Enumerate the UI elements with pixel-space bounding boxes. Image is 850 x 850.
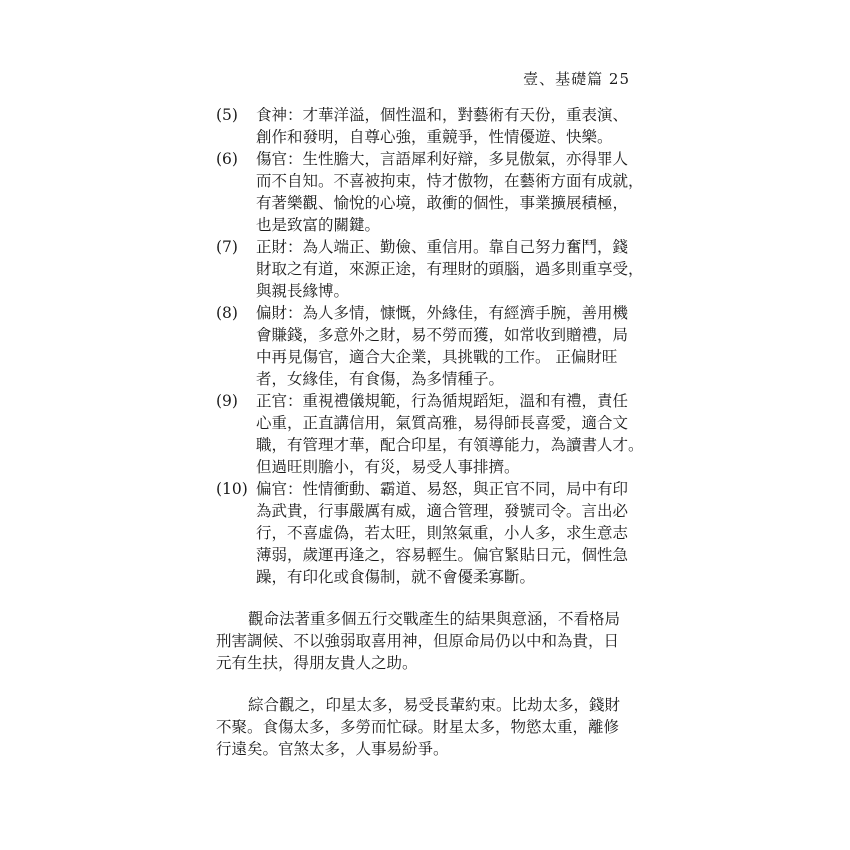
item-number: (7)	[216, 238, 238, 256]
text-line: 正官：重視禮儀規範，行為循規蹈矩，溫和有禮，責任	[256, 392, 629, 410]
text-line: 薄弱，歲運再逢之，容易輕生。偏官緊貼日元，個性急	[256, 546, 629, 564]
list-item	[216, 302, 646, 390]
page-content	[216, 104, 646, 760]
text-line: 食神：才華洋溢，個性溫和，對藝術有天份，重表演、	[256, 106, 629, 124]
page-header: 壹、基礎篇 25	[523, 70, 630, 88]
text-line: 行遠矣。官煞太多，人事易紛爭。	[216, 740, 449, 758]
text-line: 也是致富的關鍵。	[256, 216, 381, 234]
body-paragraph	[216, 608, 646, 674]
item-text	[256, 302, 646, 390]
item-text	[256, 104, 646, 148]
text-line: 有著樂觀、愉悅的心境，敢衝的個性，事業擴展積極，	[256, 194, 629, 212]
item-number: (8)	[216, 304, 238, 322]
item-number: (10)	[216, 480, 248, 498]
text-line: 與親長緣博。	[256, 282, 350, 300]
list-item	[216, 148, 646, 236]
text-line: 偏官：性情衝動、霸道、易怒，與正官不同，局中有印	[256, 480, 629, 498]
body-paragraph	[216, 694, 646, 760]
text-line: 職，有管理才華，配合印星，有領導能力，為讀書人才。	[256, 436, 644, 454]
text-line: 偏財：為人多情，慷慨，外緣佳，有經濟手腕，善用機	[256, 304, 629, 322]
text-line: 刑害調候、不以強弱取喜用神，但原命局仍以中和為貴，日	[216, 632, 620, 650]
text-line: 創作和發明，自尊心強，重競爭，性情優遊、快樂。	[256, 128, 613, 146]
list-item	[216, 478, 646, 588]
text-line: 為武貴，行事嚴厲有威，適合管理，發號司令。言出必	[256, 502, 629, 520]
text-line: 不聚。食傷太多，多勞而忙碌。財星太多，物慾太重，離修	[216, 718, 620, 736]
text-line: 元有生扶，得朋友貴人之助。	[216, 654, 418, 672]
item-text	[256, 390, 646, 478]
list-item	[216, 104, 646, 148]
text-line: 而不自知。不喜被拘束，恃才傲物，在藝術方面有成就，	[256, 172, 644, 190]
item-number: (6)	[216, 150, 238, 168]
item-text	[256, 478, 646, 588]
list-item	[216, 390, 646, 478]
text-line: 行，不喜虛偽，若太旺，則煞氣重，小人多，求生意志	[256, 524, 629, 542]
text-line: 觀命法著重多個五行交戰產生的結果與意涵，不看格局	[248, 610, 621, 628]
item-number: (9)	[216, 392, 238, 410]
text-line: 者，女緣佳，有食傷，為多情種子。	[256, 370, 505, 388]
text-line: 傷官：生性膽大，言語犀利好辯，多見傲氣，亦得罪人	[256, 150, 629, 168]
item-text	[256, 148, 646, 236]
item-number: (5)	[216, 106, 238, 124]
text-line: 會賺錢，多意外之財，易不勞而獲，如常收到贈禮，局	[256, 326, 629, 344]
text-line: 正財：為人端正、勤儉、重信用。靠自己努力奮鬥，錢	[256, 238, 629, 256]
text-line: 財取之有道，來源正途，有理財的頭腦，過多則重享受，	[256, 260, 644, 278]
list-item	[216, 236, 646, 302]
text-line: 綜合觀之，印星太多，易受長輩約束。比劫太多，錢財	[248, 696, 621, 714]
text-line: 心重，正直講信用，氣質高雅，易得師長喜愛，適合文	[256, 414, 629, 432]
item-text	[256, 236, 646, 302]
text-line: 但過旺則膽小，有災，易受人事排擠。	[256, 458, 520, 476]
text-line: 躁，有印化或食傷制，就不會優柔寡斷。	[256, 568, 536, 586]
text-line: 中再見傷官，適合大企業，具挑戰的工作。 正偏財旺	[256, 348, 618, 366]
